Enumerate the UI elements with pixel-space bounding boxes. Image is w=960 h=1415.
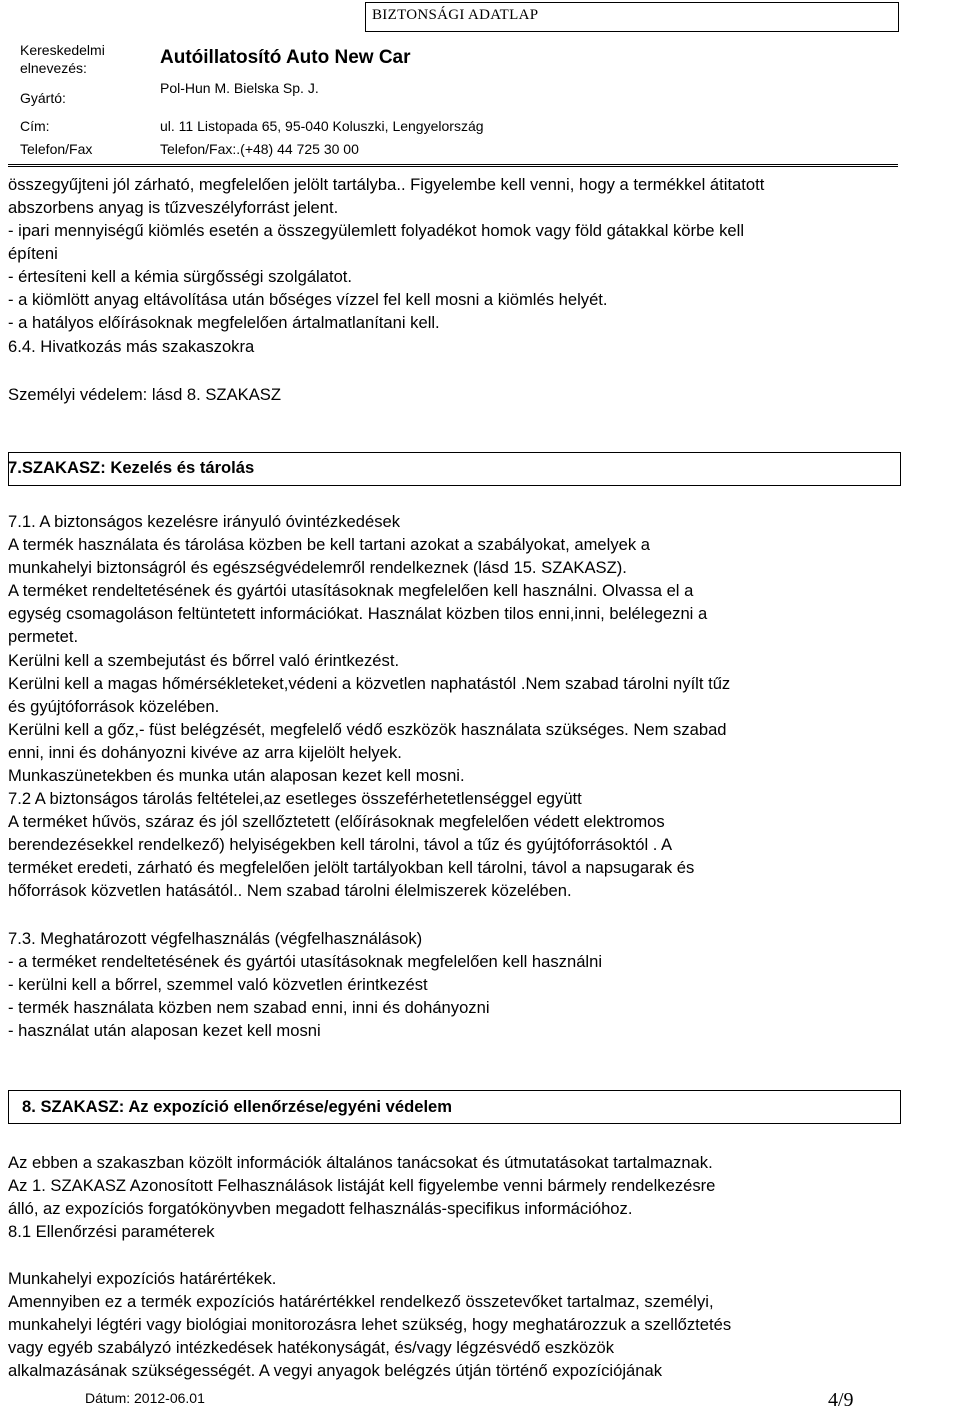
section-8-title: 8. SZAKASZ: Az expozíció ellenőrzése/egyéni védelem (22, 1097, 453, 1116)
body-line: vagy egyéb szabályzó intézkedések hatékonyságát, és/vagy légzésvédő eszközök (8, 1338, 615, 1357)
body-line: A terméket rendeltetésének és gyártói utasításoknak megfelelően kell használni. Olvassa el a (8, 581, 694, 600)
subsection-heading: 8.1 Ellenőrzési paraméterek (8, 1222, 215, 1241)
body-line: Az 1. SZAKASZ Azonosított Felhasználások listáját kell figyelembe venni bármely rendelkezésre (8, 1176, 716, 1195)
body-line: - a hatályos előírásoknak megfelelően ártalmatlanítani kell. (8, 313, 440, 332)
body-line: munkahelyi légtéri vagy biológiai monitorozásra lehet szükség, hogy meghatározzuk a szellőztetés (8, 1315, 732, 1334)
body-line: A terméket hűvös, száraz és jól szellőztetett (előírásoknak megfelelően védett elektromos (8, 812, 665, 831)
body-line: hőforrások közvetlen hatásától.. Nem szabad tárolni élelmiszerek közelében. (8, 881, 572, 900)
body-line: összegyűjteni jól zárható, megfelelően jelölt tartályba.. Figyelembe kell venni, hogy a termékkel átitatott (8, 175, 765, 194)
body-line: abszorbens anyag is tűzveszélyforrást jelent. (8, 198, 339, 217)
body-line: terméket eredeti, zárható és megfelelően jelölt tartályokban kell tárolni, távol a napsugarak és (8, 858, 695, 877)
page-number: 4/9 (828, 1389, 854, 1411)
section-7-title: 7.SZAKASZ: Kezelés és tárolás (8, 458, 255, 477)
body-line: Amennyiben ez a termék expozíciós határértékkel rendelkező összetevőket tartalmaz, személyi, (8, 1292, 714, 1311)
body-line: Személyi védelem: lásd 8. SZAKASZ (8, 385, 281, 404)
body-line: Kerülni kell a magas hőmérsékleteket,védeni a közvetlen naphatástól .Nem szabad tárolni nyílt tűz (8, 674, 731, 693)
body-line: - a terméket rendeltetésének és gyártói utasításoknak megfelelően kell használni (8, 952, 603, 971)
body-line: Az ebben a szakaszban közölt információk általános tanácsokat és útmutatásokat tartalmaznak. (8, 1153, 713, 1172)
phone-value: Telefon/Fax:.(+48) 44 725 30 00 (160, 141, 359, 157)
body-line: Kerülni kell a szembejutást és bőrrel való érintkezést. (8, 651, 400, 670)
header-divider-2 (8, 166, 898, 167)
trade-name-label-1: Kereskedelmi (20, 42, 105, 58)
body-line: - termék használata közben nem szabad enni, inni és dohányozni (8, 998, 490, 1017)
body-line: munkahelyi biztonságról és egészségvédelemről rendelkeznek (lásd 15. SZAKASZ). (8, 558, 627, 577)
body-line: építeni (8, 244, 58, 263)
body-line: A termék használata és tárolása közben be kell tartani azokat a szabályokat, amelyek a (8, 535, 650, 554)
trade-name-label-2: elnevezés: (20, 60, 87, 76)
body-line: 7.1. A biztonságos kezelésre irányuló óvintézkedések (8, 512, 401, 531)
body-line: és gyújtóforrások közelében. (8, 697, 220, 716)
body-line: alkalmazásának szükségességét. A vegyi anyagok belégzés útján történő expozíciójának (8, 1361, 663, 1380)
subsection-heading: 6.4. Hivatkozás más szakaszokra (8, 337, 255, 356)
address-label: Cím: (20, 118, 50, 134)
body-line: - kerülni kell a bőrrel, szemmel való közvetlen érintkezést (8, 975, 428, 994)
body-line: - a kiömlött anyag eltávolítása után bőséges vízzel fel kell mosni a kiömlés helyét. (8, 290, 608, 309)
phone-label: Telefon/Fax (20, 141, 93, 157)
body-line: permetet. (8, 627, 79, 646)
body-line: - ipari mennyiségű kiömlés esetén a összegyülemlett folyadékot homok vagy föld gátakkal körbe kell (8, 221, 745, 240)
body-line: Munkahelyi expozíciós határértékek. (8, 1269, 277, 1288)
header-divider (8, 164, 898, 165)
body-line: egység csomagoláson feltüntetett információkat. Használat közben tilos enni,inni, belélegezni a (8, 604, 708, 623)
manufacturer-value: Pol-Hun M. Bielska Sp. J. (160, 80, 319, 96)
trade-name-value: Autóillatosító Auto New Car (160, 47, 411, 68)
footer-date: Dátum: 2012-06.01 (85, 1390, 205, 1406)
address-value: ul. 11 Listopada 65, 95-040 Koluszki, Lengyelország (160, 118, 484, 134)
body-line: Kerülni kell a gőz,- füst belégzését, megfelelő védő eszközök használata szükséges. Nem szabad (8, 720, 727, 739)
manufacturer-label: Gyártó: (20, 90, 66, 106)
subsection-heading: 7.3. Meghatározott végfelhasználás (végfelhasználások) (8, 929, 423, 948)
body-line: - értesíteni kell a kémia sürgősségi szolgálatot. (8, 267, 353, 286)
body-line: berendezésekkel rendelkező) helyiségekben kell tárolni, távol a tűz és gyújtóforrásoktól . A (8, 835, 673, 854)
body-line: Munkaszünetekben és munka után alaposan kezet kell mosni. (8, 766, 465, 785)
document-title: BIZTONSÁGI ADATLAP (372, 7, 539, 23)
body-line: - használat után alaposan kezet kell mosni (8, 1021, 321, 1040)
body-line: álló, az expozíciós forgatókönyvben megadott felhasználás-specifikus információhoz. (8, 1199, 633, 1218)
subsection-heading: 7.2 A biztonságos tárolás feltételei,az esetleges összeférhetetlenséggel együtt (8, 789, 582, 808)
body-line: enni, inni és dohányozni kivéve az arra kijelölt helyek. (8, 743, 402, 762)
